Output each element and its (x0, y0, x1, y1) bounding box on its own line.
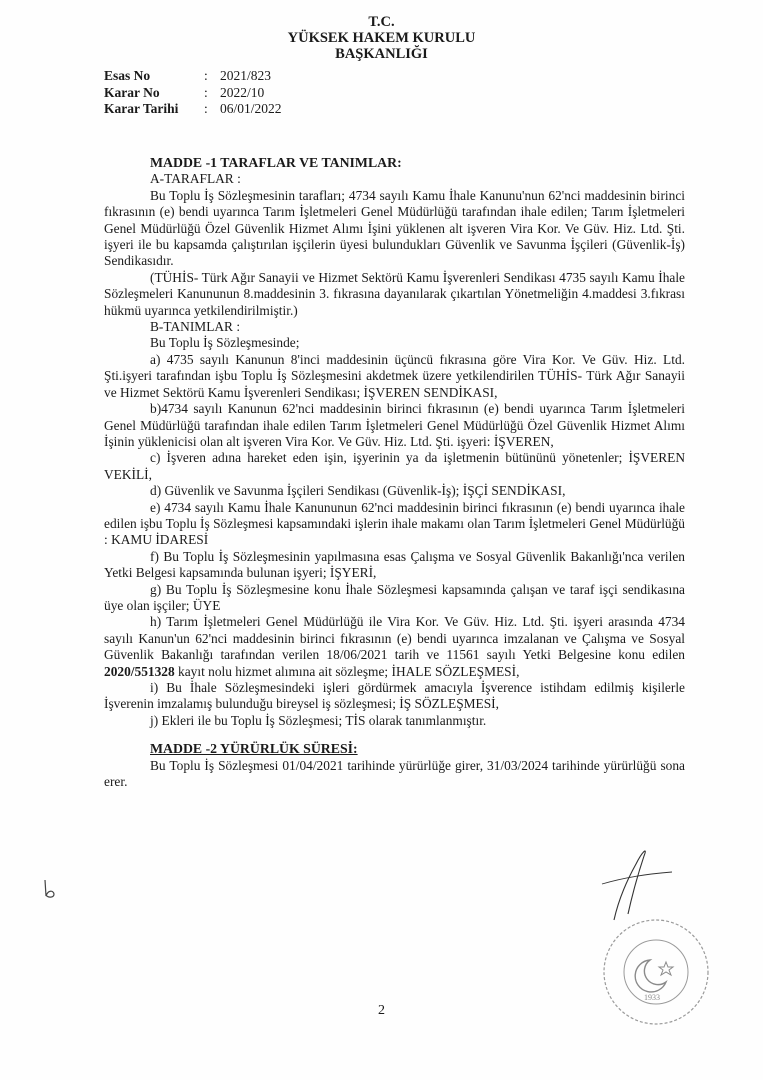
definition-item: e) 4734 sayılı Kamu İhale Kanununun 62'nci maddesinin birinci fıkrasının (e) bendi uyarınca ihale edilen işbu Toplu İş Sözleşmesi kapsamındaki işlerin ihale makamı olan Tarım İşletmeleri Genel Müdürlüğü : KAMU İDARESİ (104, 499, 685, 548)
case-info-row (104, 68, 282, 85)
karar-tarihi-value: 06/01/2022 (220, 101, 282, 116)
esas-no-value: 2021/823 (220, 68, 272, 83)
karar-tarihi-label: Karar Tarihi (104, 101, 179, 116)
case-info-row (104, 101, 282, 118)
tanimlar-title: B-TANIMLAR : (150, 319, 241, 335)
karar-no-value: 2022/10 (220, 84, 265, 100)
definition-item: a) 4735 sayılı Kanunun 8'inci maddesinin üçüncü fıkrasına göre Vira Kor. Ve Güv. Hiz. Ltd. Şti.işyeri tarafından işbu Toplu İş Sözleşmesini akdetmek üzere yetkilendirilen TÜHİS- Türk Ağır Sanayii ve Hizmet Sektörü Kamu İşverenleri Sendikası; İŞVEREN SENDİKASI, (104, 351, 685, 400)
esas-no-label: Esas No (104, 68, 151, 83)
definition-item-h (104, 614, 685, 680)
definition-item: c) İşveren adına hareket eden işin, işyerinin ya da işletmenin bütününü yönetenler; İŞVEREN VEKİLİ, (104, 450, 685, 482)
definition-item: i) Bu İhale Sözleşmesindeki işleri gördürmek amacıyla İşverence istihdam edilmiş kişilerle İşverenin imzalamış bulunduğu bireysel iş sözleşmesi; İŞ SÖZLEŞMESİ, (104, 680, 685, 712)
registration-number: 2020/551328 (104, 663, 175, 679)
madde-2-title-text: MADDE -2 YÜRÜRLÜK SÜRESİ: (150, 741, 358, 757)
separator: : (204, 84, 208, 100)
definition-item: b)4734 sayılı Kanunun 62'nci maddesinin birinci fıkrasının (e) bendi uyarınca Tarım İşletmeleri Genel Müdürlüğü tarafından ihale edilen Tarım İşletmeleri Genel Müdürlüğü Özel Güvenlik Hizmet Alımı İşinin yüklenicisi olan alt işveren Vira Kor. Ve Güv. Hiz. Ltd. Şti. işyeri: İŞVEREN, (104, 401, 685, 449)
karar-no-label: Karar No (104, 84, 160, 100)
tuhis-paragraph: (TÜHİS- Türk Ağır Sanayii ve Hizmet Sektörü Kamu İşverenleri Sendikası 4735 sayılı Kamu İhale Sözleşmeleri Kanununun 8.maddesinin 3. fıkrasına dayanılarak çıkartılan Yönetmeliğin 4.maddesi 3.fıkrası hükmü uyarınca yetkilendirilmiştir.) (104, 269, 685, 318)
case-info (104, 68, 282, 118)
definition-item: d) Güvenlik ve Savunma İşçileri Sendikası (Güvenlik-İş); İŞÇİ SENDİKASI, (150, 483, 566, 499)
spacer (104, 729, 685, 741)
svg-text:1933: 1933 (644, 993, 660, 1002)
header-tc: T.C. (368, 14, 395, 30)
definition-item: f) Bu Toplu İş Sözleşmesinin yapılmasına esas Çalışma ve Sosyal Güvenlik Bakanlığı'nca verilen Yetki Belgesi kapsamında bulunan işyeri; İŞYERİ, (104, 548, 685, 581)
taraflar-paragraph: Bu Toplu İş Sözleşmesinin tarafları; 4734 sayılı Kamu İhale Kanunu'nun 62'nci maddesinin birinci fıkrasının (e) bendi uyarınca Tarım İşletmeleri Genel Müdürlüğü tarafından ihale edilen; Tarım İşletmeleri Genel Müdürlüğü Özel Güvenlik Hizmet Alımı İşini yüklenen alt işveren Vira Kor. Ve Güv. Hiz. Ltd. Şti. işyeri ile bu kapsamda çalıştırılan işçilerin üyesi bulundukları Güvenlik ve Savunma İşçileri (Güvenlik-İş) Sendikasıdır. (104, 187, 685, 269)
madde-2-title (104, 741, 685, 757)
tanimlar-intro: Bu Toplu İş Sözleşmesinde; (150, 335, 300, 351)
official-seal (596, 900, 716, 1050)
case-info-row (104, 85, 282, 102)
definition-item: j) Ekleri ile bu Toplu İş Sözleşmesi; TİS olarak tanımlanmıştır. (150, 712, 487, 728)
header-institution: YÜKSEK HAKEM KURULU (287, 30, 476, 46)
item-h-text-end: kayıt nolu hizmet alımına ait sözleşme; İHALE SÖZLEŞMESİ, (174, 663, 520, 679)
page-number: 2 (378, 1003, 385, 1018)
yururluk-paragraph: Bu Toplu İş Sözleşmesi 01/04/2021 tarihinde yürürlüğe girer, 31/03/2024 tarihinde yürürlüğü sona erer. (104, 757, 685, 790)
madde-1-title: MADDE -1 TARAFLAR VE TANIMLAR: (150, 155, 402, 170)
separator: : (204, 101, 208, 116)
document-body (104, 155, 685, 790)
margin-mark (40, 878, 60, 900)
taraflar-title: A-TARAFLAR : (150, 171, 241, 187)
definition-item: g) Bu Toplu İş Sözleşmesine konu İhale Sözleşmesi kapsamında çalışan ve taraf işçi sendikasına üye olan işçiler; ÜYE (104, 581, 685, 613)
separator: : (204, 68, 208, 83)
header-department: BAŞKANLIĞI (335, 46, 428, 62)
document-header (0, 14, 763, 62)
item-h-text: h) Tarım İşletmeleri Genel Müdürlüğü ile Vira Kor. Ve Güv. Hiz. Ltd. Şti. işyeri arasında 4734 sayılı Kanun'un 62'nci maddesinin birinci fıkrasının (e) bendi uyarınca imzalanan ve Çalışma ve Sosyal Güvenlik Bakanlığı tarafından verilen 18/06/2021 tarih ve 11561 sayılı Yetki Belgesine konu edilen (104, 614, 685, 663)
